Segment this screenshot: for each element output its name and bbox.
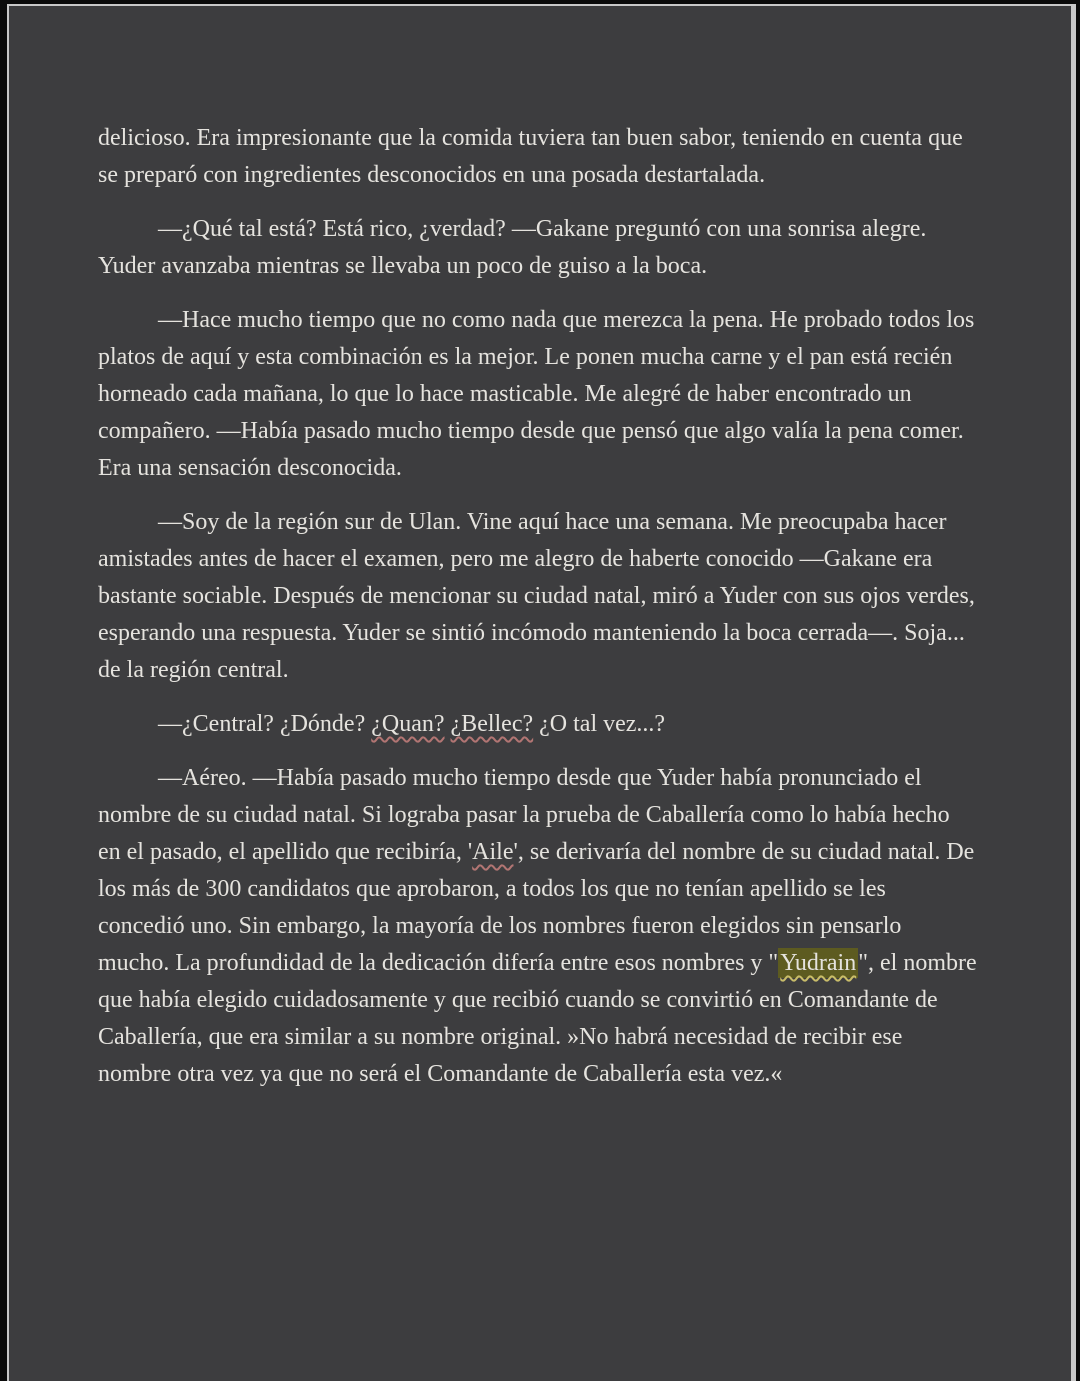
text-column [98, 120, 978, 1093]
text-run: ¿O tal vez...? [533, 711, 666, 737]
text-run: —¿Central? ¿Dónde? [158, 711, 372, 737]
reader-page-surface [7, 4, 1071, 1381]
text-run: ', se derivaría del nombre de su ciudad natal. De los más de 300 candidatos que aprobaron, a todos los que no tenían apellido se les concedió uno. Sin embargo, la mayoría de los nombres fueron elegidos sin pensarlo mucho. La profundidad de la dedicación difería entre esos nombres y " [98, 839, 975, 976]
misspelled-word: ¿Bellec? [450, 711, 534, 737]
text-run: ", el nombre que había elegido cuidadosamente y que recibió cuando se convirtió en Comandante de Caballería, que era similar a su nombre original. »No habrá necesidad de recibir ese nombre otra vez ya que no será el Comandante de Caballería esta vez.« [98, 950, 977, 1087]
text-run: —Soy de la región sur de Ulan. Vine aquí hace una semana. Me preocupaba hacer amistades antes de hacer el examen, pero me alegro de haberte conocido —Gakane era bastante sociable. Después de mencionar su ciudad natal, miró a Yuder con sus ojos verdes, esperando una respuesta. Yuder se sintió incómodo manteniendo la boca cerrada—. Soja... de la región central. [98, 509, 975, 683]
paragraph [98, 302, 978, 487]
paragraph [98, 760, 978, 1093]
text-run: —Hace mucho tiempo que no como nada que merezca la pena. He probado todos los platos de aquí y esta combinación es la mejor. Le ponen mucha carne y el pan está recién horneado cada mañana, lo que lo hace masticable. Me alegré de haber encontrado un compañero. —Había pasado mucho tiempo desde que pensó que algo valía la pena comer. Era una sensación desconocida. [98, 307, 975, 481]
misspelled-word: ¿Quan? [371, 711, 445, 737]
paragraph [98, 504, 978, 689]
text-run: —¿Qué tal está? Está rico, ¿verdad? —Gakane preguntó con una sonrisa alegre. Yuder avanzaba mientras se llevaba un poco de guiso a la boca. [98, 216, 927, 279]
misspelled-word: Aile [472, 839, 514, 865]
paragraph [98, 120, 978, 194]
scrollbar[interactable] [1071, 4, 1076, 1381]
paragraph [98, 706, 978, 743]
text-run: —Aéreo. —Había pasado mucho tiempo desde que Yuder había pronunciado el nombre de su ciudad natal. Si lograba pasar la prueba de Caballería como lo había hecho en el pasado, el apellido que recibiría, ' [98, 765, 950, 865]
highlighted-word[interactable]: Yudrain [780, 950, 857, 976]
text-run: delicioso. Era impresionante que la comida tuviera tan buen sabor, teniendo en cuenta que se preparó con ingredientes desconocidos en una posada destartalada. [98, 125, 963, 188]
paragraph [98, 211, 978, 285]
